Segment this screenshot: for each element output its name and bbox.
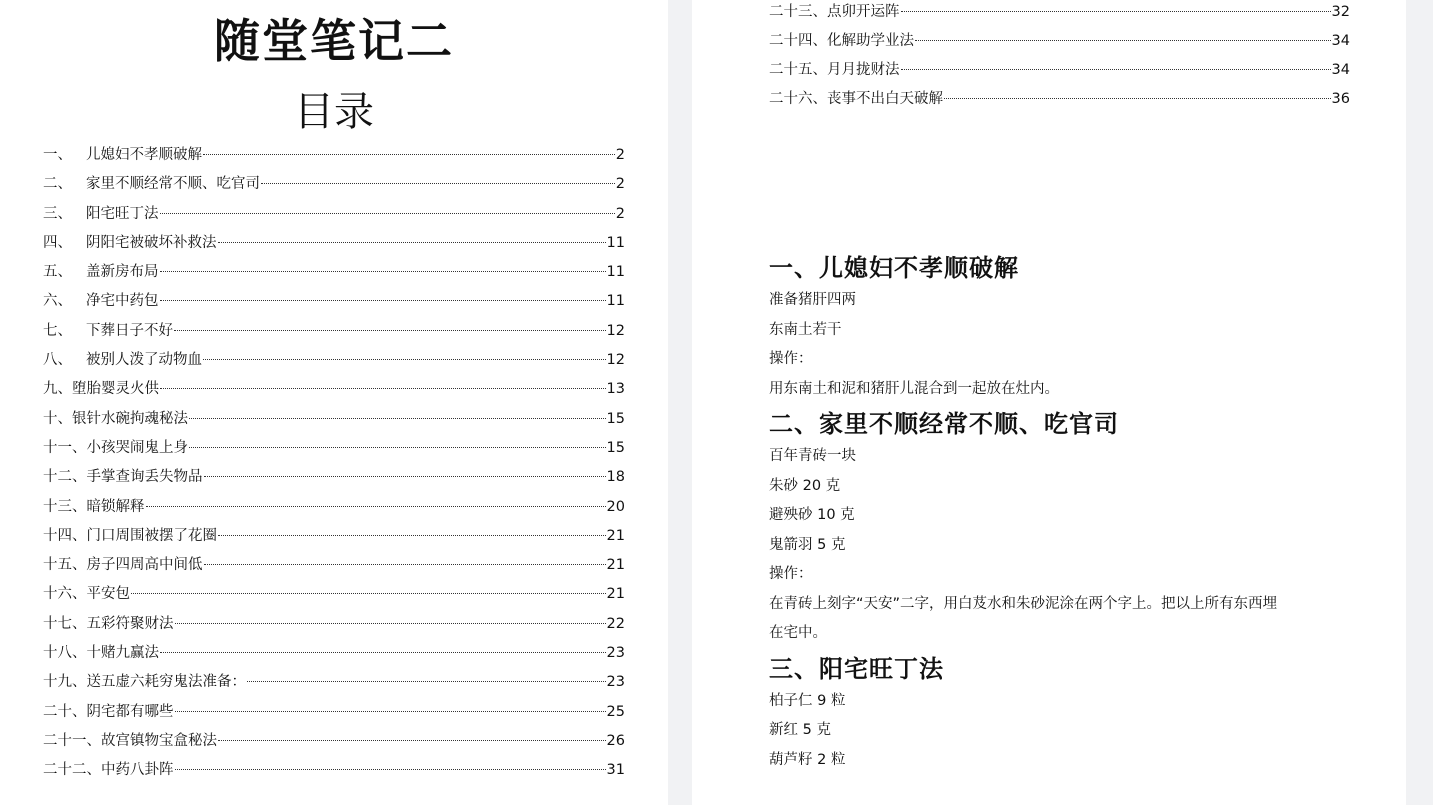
toc-entry-title: 堕胎婴灵火供 <box>72 381 159 398</box>
toc-entry[interactable] <box>43 551 625 580</box>
toc-entry[interactable] <box>43 522 625 551</box>
paragraph: 柏子仁 9 粒 <box>769 692 846 709</box>
toc-entry-number: 二十五、 <box>769 62 827 78</box>
toc-entry[interactable] <box>43 346 625 375</box>
toc-entry-title: 净宅中药包 <box>86 293 159 310</box>
toc-entry-page: 15 <box>606 439 625 456</box>
toc-entry-label <box>43 493 145 522</box>
toc-entry-page: 2 <box>615 147 625 163</box>
right-page <box>692 0 1406 805</box>
toc-entry-page: 2 <box>615 176 625 193</box>
toc-entry[interactable] <box>43 639 625 668</box>
toc-entry[interactable] <box>43 463 625 492</box>
toc-entry-page: 21 <box>606 527 625 544</box>
paragraph: 鬼箭羽 5 克 <box>769 536 846 553</box>
toc-dot-leader <box>160 269 606 272</box>
toc-entry-label <box>769 29 914 53</box>
toc-entry-label <box>43 463 203 492</box>
toc-entry-page: 11 <box>606 264 625 281</box>
toc-dot-leader <box>203 357 606 360</box>
document-body <box>769 250 1359 777</box>
toc-entry-number: 五、 <box>43 264 72 281</box>
toc-entry[interactable] <box>769 29 1350 58</box>
toc-entry-title: 阴宅都有哪些 <box>86 703 174 720</box>
paragraph: 避殃砂 10 克 <box>769 507 855 523</box>
section-heading: 一、儿媳妇不孝顺破解 <box>769 254 1019 282</box>
toc-entry-page: 26 <box>606 732 625 749</box>
toc-dot-leader <box>189 445 606 448</box>
toc-entry-label <box>43 434 188 463</box>
toc-entry-number: 二十三、 <box>769 4 827 20</box>
toc-dot-leader <box>175 621 606 624</box>
paragraph: 操作： <box>769 351 813 367</box>
toc-entry-number: 十一、 <box>43 439 87 456</box>
toc-entry-label <box>43 580 130 609</box>
toc-entry[interactable] <box>43 317 625 346</box>
toc-entry-title: 小孩哭闹鬼上身 <box>86 439 188 456</box>
toc-entry-number: 十八、 <box>43 645 87 662</box>
toc-entry-number: 十三、 <box>43 498 87 515</box>
toc-entry[interactable] <box>43 229 625 258</box>
toc-entry[interactable] <box>43 434 625 463</box>
paragraph: 百年青砖一块 <box>769 448 856 464</box>
toc-entry-number: 十二、 <box>43 469 87 486</box>
section-heading: 二、家里不顺经常不顺、吃官司 <box>769 410 1119 438</box>
toc-entry-title: 点卯开运阵 <box>827 4 900 20</box>
toc-dot-leader <box>146 504 606 507</box>
toc-entry-page: 25 <box>606 703 625 720</box>
toc-entry-title: 丧事不出白天破解 <box>827 91 943 107</box>
toc-entry[interactable] <box>43 610 625 639</box>
toc-dot-leader <box>944 96 1331 99</box>
toc-entry-title: 房子四周高中间低 <box>86 557 203 574</box>
toc-entry-page: 34 <box>1331 62 1350 78</box>
toc-entry-page: 11 <box>606 293 625 310</box>
paragraph: 在宅中。 <box>769 625 827 641</box>
toc-entry-label <box>43 287 159 316</box>
toc-entry-page: 13 <box>606 381 625 398</box>
toc-entry[interactable] <box>43 668 625 697</box>
toc-entry[interactable] <box>43 698 625 727</box>
toc-dot-leader <box>901 67 1331 70</box>
toc-entry-page: 12 <box>606 322 625 339</box>
toc-entry[interactable] <box>43 756 625 785</box>
toc-entry-label <box>43 405 188 434</box>
toc-entry-label <box>43 375 159 404</box>
toc-entry-number: 十九、 <box>43 674 87 691</box>
toc-dot-leader <box>203 152 615 155</box>
left-page <box>0 0 668 805</box>
toc-dot-leader <box>174 328 606 331</box>
toc-entry[interactable] <box>769 0 1350 29</box>
toc-entry-title: 盖新房布局 <box>86 264 159 281</box>
toc-entry[interactable] <box>43 258 625 287</box>
toc-dot-leader <box>915 38 1331 41</box>
toc-entry-title: 十赌九赢法 <box>86 645 159 662</box>
toc-entry-page: 21 <box>606 557 625 574</box>
toc-entry-page: 23 <box>606 645 625 662</box>
toc-entry-label <box>43 668 246 697</box>
toc-entry-title: 被别人泼了动物血 <box>86 352 202 369</box>
toc-entry[interactable] <box>43 141 625 170</box>
toc-dot-leader <box>204 562 606 565</box>
toc-entry-number: 二十四、 <box>769 33 827 49</box>
toc-dot-leader <box>131 591 606 594</box>
toc-heading: 目录 <box>294 89 374 135</box>
toc-entry-page: 2 <box>615 205 625 222</box>
paragraph: 操作： <box>769 566 813 582</box>
toc-entry[interactable] <box>769 87 1350 116</box>
toc-dot-leader <box>247 679 606 682</box>
toc-entry-number: 二十二、 <box>43 762 101 779</box>
toc-entry-title: 五彩符聚财法 <box>86 615 174 632</box>
paragraph: 在青砖上刻字“天安”二字，用白芨水和朱砂泥涂在两个字上。把以上所有东西埋 <box>769 595 1278 612</box>
toc-entry-title: 门口周围被摆了花圈 <box>86 527 217 544</box>
toc-entry-number: 七、 <box>43 322 72 339</box>
paragraph: 朱砂 20 克 <box>769 477 841 494</box>
toc-entry-number: 六、 <box>43 293 72 310</box>
toc-entry-title: 中药八卦阵 <box>101 762 174 779</box>
toc-entry-label <box>43 756 174 785</box>
paragraph: 用东南土和泥和猪肝儿混合到一起放在灶内。 <box>769 380 1059 397</box>
toc-dot-leader <box>160 298 606 301</box>
toc-entry-page: 23 <box>606 674 625 691</box>
toc-entry-title: 故宫镇物宝盒秘法 <box>101 732 217 749</box>
toc-entry-number: 八、 <box>43 352 72 369</box>
toc-entry-title: 平安包 <box>86 586 130 603</box>
toc-entry[interactable] <box>43 405 625 434</box>
toc-entry-number: 二十一、 <box>43 732 101 749</box>
toc-entry[interactable] <box>43 287 625 316</box>
toc-entry-title: 月月拢财法 <box>827 62 900 78</box>
toc-entry-page: 18 <box>606 469 625 486</box>
toc-entry-title: 送五虚六耗穷鬼法准备： <box>86 674 246 691</box>
toc-dot-leader <box>175 709 606 712</box>
toc-dot-leader <box>218 240 606 243</box>
toc-entry-number: 二十、 <box>43 703 87 720</box>
toc-entry-title: 银针水碗拘魂秘法 <box>72 410 188 427</box>
toc-entry-label <box>43 229 217 258</box>
toc-entry-number: 十、 <box>43 410 72 427</box>
toc-dot-leader <box>218 738 606 741</box>
toc-entry-title: 儿媳妇不孝顺破解 <box>86 147 202 163</box>
toc-entry-title: 暗锁解释 <box>86 498 145 515</box>
toc-dot-leader <box>160 650 606 653</box>
toc-dot-leader <box>901 9 1331 12</box>
paragraph: 准备猪肝四两 <box>769 292 856 308</box>
toc-entry-label <box>43 698 174 727</box>
toc-entry-page: 32 <box>1331 4 1350 20</box>
toc-entry-label <box>43 551 203 580</box>
toc-entry[interactable] <box>43 170 625 199</box>
toc-dot-leader <box>189 416 606 419</box>
toc-entry-page: 22 <box>606 615 625 632</box>
paragraph: 葫芦籽 2 粒 <box>769 751 846 768</box>
toc-entry-label <box>769 87 943 111</box>
toc-entry-page: 15 <box>606 410 625 427</box>
toc-dot-leader <box>218 533 606 536</box>
toc-entry-page: 20 <box>606 498 625 515</box>
toc-entry-label <box>43 522 217 551</box>
toc-dot-leader <box>261 181 615 184</box>
toc-dot-leader <box>160 211 615 214</box>
toc-entry-page: 34 <box>1331 33 1350 49</box>
paragraph: 新红 5 克 <box>769 722 831 738</box>
toc-entry[interactable] <box>43 727 625 756</box>
toc-entry-title: 化解助学业法 <box>827 33 914 49</box>
section <box>769 651 1359 776</box>
toc-entry-title: 手掌查询丢失物品 <box>86 469 203 486</box>
toc-entry[interactable] <box>43 375 625 404</box>
toc-entry-label <box>43 170 260 199</box>
toc-entry-title: 阴阳宅被破坏补救法 <box>86 234 217 251</box>
toc-entry[interactable] <box>43 200 625 229</box>
table-of-contents-continued <box>769 0 1350 116</box>
toc-entry-label <box>769 58 900 82</box>
toc-entry-number: 一、 <box>43 147 72 163</box>
section <box>769 406 1359 649</box>
toc-entry-number: 二、 <box>43 176 72 193</box>
toc-entry-number: 三、 <box>43 205 72 222</box>
toc-entry[interactable] <box>769 58 1350 87</box>
toc-entry-page: 21 <box>606 586 625 603</box>
toc-entry-label <box>769 0 900 24</box>
toc-entry-label <box>43 258 159 287</box>
toc-entry-title: 阳宅旺丁法 <box>86 205 159 222</box>
toc-entry-label <box>43 639 159 668</box>
toc-entry-title: 下葬日子不好 <box>86 322 173 339</box>
document-title: 随堂笔记二 <box>214 14 454 68</box>
table-of-contents <box>43 141 625 786</box>
toc-dot-leader <box>160 386 606 389</box>
toc-entry-label <box>43 317 173 346</box>
toc-entry-label <box>43 141 202 170</box>
toc-dot-leader <box>175 767 606 770</box>
section <box>769 250 1359 404</box>
toc-entry-page: 31 <box>606 762 625 779</box>
toc-entry-number: 十四、 <box>43 527 87 544</box>
toc-entry-label <box>43 610 174 639</box>
section-heading: 三、阳宅旺丁法 <box>769 654 944 683</box>
toc-entry-number: 二十六、 <box>769 91 827 107</box>
toc-entry-number: 十七、 <box>43 615 87 632</box>
toc-entry[interactable] <box>43 580 625 609</box>
toc-entry-label <box>43 346 202 375</box>
toc-entry-number: 十五、 <box>43 557 87 574</box>
toc-entry[interactable] <box>43 493 625 522</box>
toc-dot-leader <box>204 474 606 477</box>
toc-entry-label <box>43 200 159 229</box>
toc-entry-number: 九、 <box>43 381 72 398</box>
paragraph: 东南土若干 <box>769 321 842 338</box>
toc-entry-page: 11 <box>606 234 625 251</box>
toc-entry-number: 四、 <box>43 234 72 251</box>
toc-entry-page: 12 <box>606 352 625 369</box>
toc-entry-label <box>43 727 217 756</box>
toc-entry-number: 十六、 <box>43 586 87 603</box>
toc-entry-page: 36 <box>1331 91 1350 107</box>
toc-entry-title: 家里不顺经常不顺、吃官司 <box>86 176 260 193</box>
